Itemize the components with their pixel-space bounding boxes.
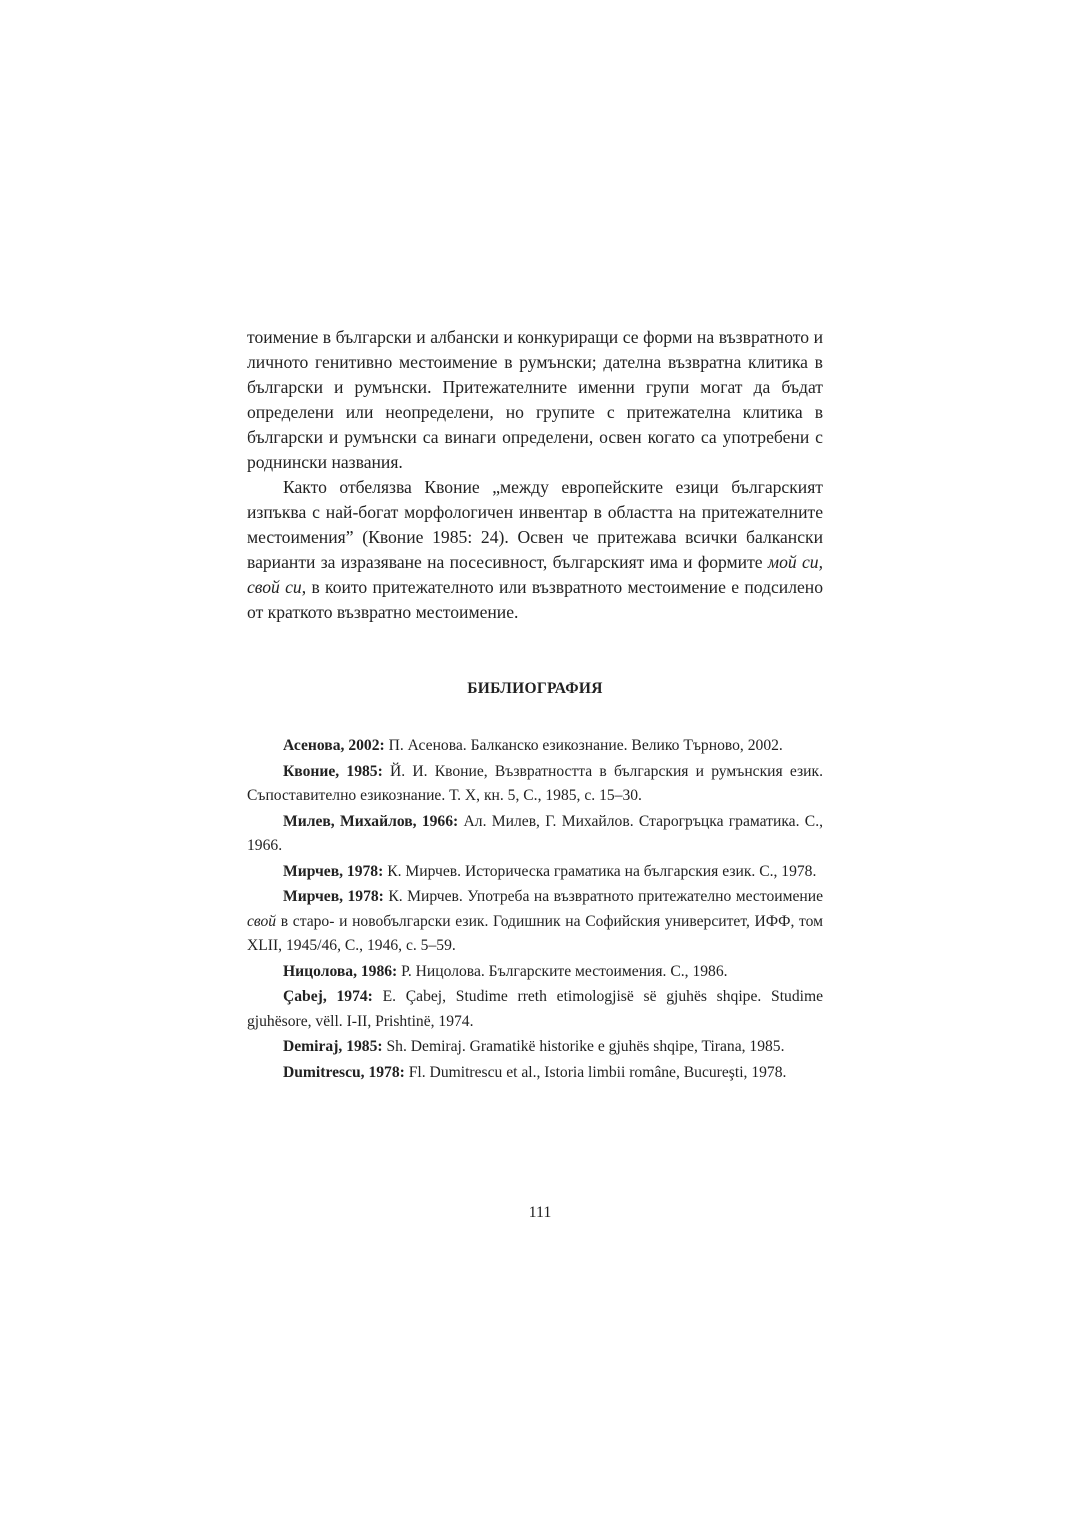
entry-italic-term: свой: [247, 912, 277, 930]
paragraph-2-italic-forms: мой си, свой си: [247, 552, 823, 597]
bibliography-entry: [247, 734, 823, 759]
entry-author: Мирчев, 1978:: [283, 862, 384, 880]
entry-text: Ал. Милев, Г. Михайлов. Старогръцка граматика. С., 1966.: [247, 812, 823, 854]
page-content: [247, 325, 823, 1086]
entry-author: Асенова, 2002:: [283, 737, 385, 754]
entry-author: Мирчев, 1978:: [283, 888, 384, 905]
bibliography-entry: [247, 985, 823, 1034]
entry-text: Й. И. Квоние, Възвратността в българския и румънския език. Съпоставително езикознание. Т. X, кн. 5, С., 1985, с. 15–30.: [247, 762, 823, 804]
bibliography-list: [247, 734, 823, 1085]
bibliography-entry: [247, 760, 823, 809]
entry-author: Квоние, 1985:: [283, 762, 383, 780]
paragraph-2-text-end: , в които притежателното или възвратното местоимение е подсилено от краткото възвратно местоимение.: [247, 577, 824, 622]
entry-text: К. Мирчев. Историческа граматика на българския език. С., 1978.: [383, 862, 817, 880]
entry-author: Милев, Михайлов, 1966:: [283, 812, 459, 830]
entry-author: Dumitrescu, 1978:: [283, 1063, 405, 1081]
bibliography-entry: [247, 1061, 823, 1086]
bibliography-entry: [247, 860, 823, 885]
bibliography-heading: БИБЛИОГРАФИЯ: [467, 680, 603, 697]
paragraph-2-text-start: Както отбелязва Квоние „между европейските езици българският изпъква с най-богат морфологичен инвентар в областта на притежателните местоимения” (Квоние 1985: 24). Освен че притежава всички балкански варианти за изразяване на посесивност, българският има и формите: [247, 477, 823, 572]
entry-text: Sh. Demiraj. Gramatikë historike e gjuhës shqipe, Tirana, 1985.: [382, 1038, 785, 1055]
entry-author: Ницолова, 1986:: [283, 962, 398, 980]
entry-text: П. Асенова. Балканско езикознание. Велико Търново, 2002.: [384, 737, 783, 754]
bibliography-entry: [247, 810, 823, 859]
entry-text-after: в старо- и новобългарски език. Годишник на Софийския университет, ИФФ, том XLII, 1945/46, С., 1946, с. 5–59.: [247, 912, 823, 954]
entry-author: Çabej, 1974:: [283, 988, 373, 1005]
page-number: 111: [528, 1204, 552, 1221]
bibliography-entry: [247, 885, 823, 959]
bibliography-entry: [247, 960, 823, 985]
bibliography-entry: [247, 1035, 823, 1060]
entry-text: Fl. Dumitrescu et al., Istoria limbii române, Bucureşti, 1978.: [404, 1063, 787, 1081]
entry-text: E. Çabej, Studime rreth etimologjisë së gjuhës shqipe. Studime gjuhësore, vëll. I-II, Prishtinë, 1974.: [247, 988, 823, 1030]
body-paragraph-1: тоимение в български и албански и конкуриращи се форми на възвратното и личното генитивно местоимение в румънски; дателна възвратна клитика в български и румънски. Притежателните именни групи могат да бъдат определени или неопределени, но групите с притежателна клитика в български и румънски са винаги определени, освен когато са употребени с роднински названия.: [247, 327, 823, 472]
entry-author: Demiraj, 1985:: [283, 1038, 383, 1055]
body-paragraph-2: [247, 475, 823, 625]
entry-text-before: К. Мирчев. Употреба на възвратното притежателно местоимение: [383, 888, 823, 905]
entry-text: Р. Ницолова. Българските местоимения. С., 1986.: [397, 962, 728, 980]
